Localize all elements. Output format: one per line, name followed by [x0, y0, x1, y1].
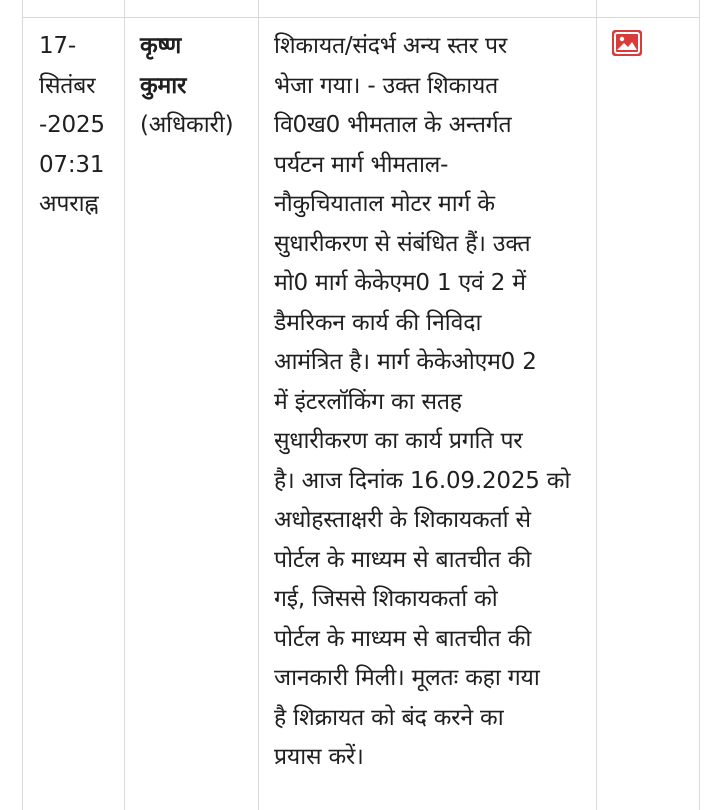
officer-cell — [140, 27, 260, 146]
complaint-history-table — [22, 0, 700, 810]
officer-role: (अधिकारी) — [140, 112, 234, 138]
description-line: सुधारीकरण से संबंधित हैं। उक्त — [274, 230, 531, 257]
description-line: सुधारीकरण का कार्य प्रगति पर — [274, 428, 523, 454]
description-line: अधोहस्ताक्षरी के शिकायकर्ता से — [274, 507, 531, 533]
description-line: शिकायत/संदर्भ अन्य स्तर पर — [274, 33, 508, 59]
column-divider — [124, 0, 125, 810]
description-line: जानकारी मिली। मूलतः कहा गया — [274, 665, 540, 691]
description-line: पर्यटन मार्ग भीमताल- — [274, 151, 449, 178]
description-line: भेजा गया। - उक्त शिकायत — [274, 72, 499, 99]
description-line: पोर्टल के माध्यम से बातचीत की — [274, 546, 532, 573]
description-line: पोर्टल के माध्यम से बातचीत की — [274, 625, 532, 652]
description-line: डैमरिकन कार्य की निविदा — [274, 309, 482, 336]
officer-name: कृष्ण कुमार — [140, 33, 187, 99]
description-line: में इंटरलॉकिंग का सतह — [274, 388, 462, 415]
description-cell — [274, 27, 594, 778]
description-line: आमंत्रित है। मार्ग केकेओएम0 2 — [274, 349, 537, 375]
column-divider — [596, 0, 597, 810]
date-cell: 17- सितंबर -2025 07:31 अपराह्न — [39, 33, 105, 217]
image-icon[interactable] — [612, 30, 642, 56]
description-line: प्रयास करें। — [274, 744, 364, 770]
description-line: वि0ख0 भीमताल के अन्तर्गत — [274, 112, 512, 138]
description-line: है शिक्रायत को बंद करने का — [274, 704, 504, 731]
description-line: मो0 मार्ग केकेएम0 1 एवं 2 में — [274, 270, 526, 296]
description-line: है। आज दिनांक 16.09.2025 को — [274, 467, 571, 494]
description-line: नौकुचियाताल मोटर मार्ग के — [274, 191, 495, 217]
description-line: गई, जिससे शिकायकर्ता को — [274, 586, 498, 612]
